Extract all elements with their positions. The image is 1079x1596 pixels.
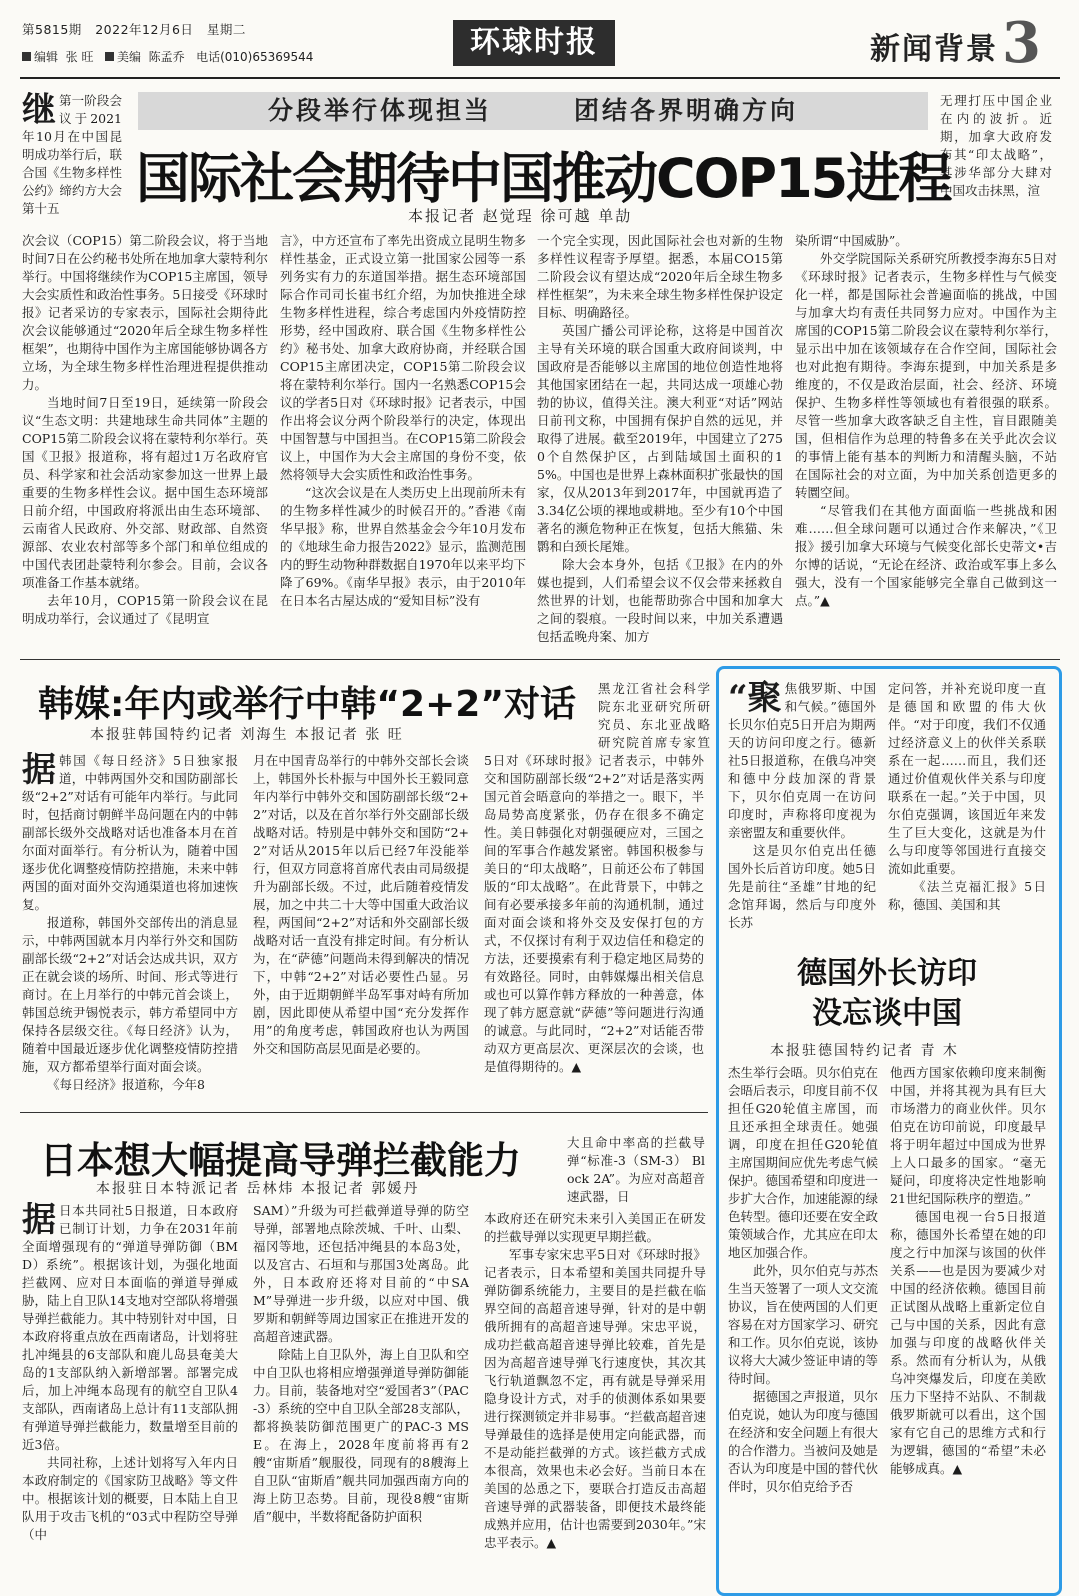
paragraph: “尽管我们在其他方面面临一些挑战和困难……但全球问题可以通过合作来解决，”《卫报》援引加拿大环境与气候变化部长史蒂文•吉尔博的话说，“无论在经济、政治或军事上多么强大，没有一个国家能够完全靠自己做到这一点。”▲ xyxy=(795,503,1057,608)
japan-dropcap: 据 xyxy=(22,1202,56,1240)
lead-byline: 本报记者 赵觉珵 徐可越 单劼 xyxy=(408,207,633,225)
lead-left-top xyxy=(22,92,122,230)
lead-dropcap: 继 xyxy=(22,92,56,130)
lead-column-4 xyxy=(795,232,1057,644)
paragraph xyxy=(728,680,876,842)
issue-weekday: 星期二 xyxy=(206,22,246,37)
paragraph: 他西方国家依赖印度来制衡中国，并将其视为具有巨大市场潜力的商业伙伴。贝尔伯克在访印前说，印度最早将于明年超过中国成为世界上人口最多的国家。“毫无疑问，印度将决定性地影响21世纪国际秩序的塑造。” xyxy=(890,1065,1046,1206)
germany-dropcap: “聚 xyxy=(728,680,782,718)
issue-date: 2022年12月6日 xyxy=(95,22,194,37)
lead-right-top-text: 无理打压中国企业在内的波折。近期，加拿大政府发布其“印太战略”，其涉华部分大肆对中国攻击抹黑，渲 xyxy=(940,93,1052,198)
section-divider xyxy=(20,1112,708,1113)
section-divider xyxy=(20,659,1060,660)
masthead-credits xyxy=(22,48,313,65)
paragraph xyxy=(22,1202,238,1454)
paragraph: “这次会议是在人类历史上出现前所未有的生物多样性减少的时候召开的。”香港《南华早报》称，世界自然基金会今年10月发布的《地球生命力报告2022》显示，监测范围内的野生动物种群数据自1970年以来平均下降了69%。《南华早报》表示，由于2010年在日本名古屋达成的“爱知目标”没有 xyxy=(280,485,526,608)
paragraph xyxy=(22,752,238,914)
designer-label: 美编 xyxy=(116,50,141,64)
issue-number: 第5815期 xyxy=(22,22,82,37)
germany-bottom-left xyxy=(728,1064,878,1584)
korea-dropcap: 据 xyxy=(22,752,56,790)
korea-side xyxy=(598,680,710,752)
page-number: 3 xyxy=(1002,10,1041,76)
germany-headline-line-2: 没忘谈中国 xyxy=(812,996,962,1031)
germany-byline: 本报驻德国特约记者 青 木 xyxy=(770,1043,959,1059)
korea-column-3 xyxy=(484,752,704,1100)
lead-column-1 xyxy=(22,232,268,644)
paragraph: 德国电视一台5日报道称，德国外长希望在她的印度之行中加深与该国的伙伴关系——也是因为要减少对中国的经济依赖。德国目前正试图从战略上重新定位自己与中国的关系，因此有意加强与印度的战略伙伴关系。然而有分析认为，从俄乌冲突爆发后，印度在美欧压力下坚持不站队、不制裁俄罗斯就可以看出，这个国家有它自己的思维方式和行为逻辑，德国的“希望”未必能够成真。▲ xyxy=(890,1209,1046,1476)
kicker-left: 分段举行体现担当 xyxy=(268,96,493,125)
paragraph: 次会议（COP15）第二阶段会议，将于当地时间7日在公约秘书处所在地加拿大蒙特利尔举行。中国将继续作为COP15主席国，领导大会实质性和政治性事务。5日接受《环球时报》记者采访的专家表示，国际社会期待此次会议能够通过“2020年后全球生物多样性框架”，也期待中国作为主席国能够协调各方立场，为全球生物多样性治理进程提供推动力。 xyxy=(22,233,268,392)
lead-left-top-text: 第一阶段会议于2021年10月在中国昆明成功举行后，联合国《生物多样性公约》缔约方大会第十五 xyxy=(22,93,122,216)
paragraph: 5日对《环球时报》记者表示，中韩外交和国防副部长级“2+2”对话是落实两国元首会晤意向的举措之一。眼下，半岛局势高度紧张，仍存在很多不确定性。美日韩强化对朝强硬应对，三国之间的军事合作越发紧密。韩国积极参与美日的“印太战略”，日前还公布了韩国版的“印太战略”。在此背景下，中韩之间有必要承接多年前的沟通机制，通过面对面会谈和将外交及安保打包的方式，不仅探讨有利于双边信任和稳定的方法，还要摸索有利于稳定地区局势的有效路径。同时，由韩媒爆出相关信息或也可以算作韩方释放的一种善意，体现了韩方愿意就“萨德”等问题进行沟通的诚意。与此同时，“2+2”对话能否带动双方更高层次、更深层次的会谈，也是值得期待的。▲ xyxy=(484,753,704,1074)
paragraph: 英国广播公司评论称，这将是中国首次主导有关环境的联合国重大政府间谈判，中国政府是否能够以主席国的地位创造性地将其他国家团结在一起，共同达成一项雄心勃勃的协议，值得关注。澳大利亚“对话”网站日前刊文称，中国拥有保护自然的远见，并取得了进展。截至2019年，中国建立了2750个自然保护区，占到陆域国土面积的15%。中国也是世界上森林面积扩张最快的国家，仅从2013年到2017年，中国就再造了3.34亿公顷的裸地或耕地。至少有10个中国著名的濒危物种正在恢复，包括大熊猫、朱鹮和白颈长尾雉。 xyxy=(537,323,783,554)
paragraph: 外交学院国际关系研究所教授李海东5日对《环球时报》记者表示，生物多样性与气候变化一样，都是国际社会普遍面临的挑战，中国与加拿大均有责任共同努力应对。中国作为主席国的COP15第二阶段会议在蒙特利尔举行，显示出中加在该领域存在合作空间，国际社会也对此抱有期待。李海东提到，中加关系是多维度的，不仅是政治层面，社会、经济、环境保护、生物多样性等领域也有着很强的联系。尽管一些加拿大政客缺乏自主性，盲目跟随美国，但相信作为总理的特鲁多在关乎此次会议的事情上能有基本的判断力和清醒头脑，不站在国际社会的对立面，为中加关系创造更多的转圜空间。 xyxy=(795,251,1057,500)
paragraph-text: 焦俄罗斯、中国和气候。”德国外长贝尔伯克5日开启为期两天的访问印度之行。德新社5日报道称，在俄乌冲突和德中分歧加深的背景下，贝尔伯克周一在访问印度时，声称将印度视为亲密盟友和重要伙伴。 xyxy=(728,681,876,840)
japan-column-1 xyxy=(22,1202,238,1592)
germany-top-left xyxy=(728,680,876,946)
germany-headline-line-1: 德国外长访印 xyxy=(797,956,977,991)
lead-column-2 xyxy=(280,232,526,644)
korea-byline: 本报驻韩国特约记者 刘海生 本报记者 张 旺 xyxy=(90,727,404,743)
paragraph: 去年10月，COP15第一阶段会议在昆明成功举行，会议通过了《昆明宣 xyxy=(22,593,268,626)
paragraph: 《每日经济》报道称，今年8 xyxy=(47,1077,205,1092)
phone-number: 电话(010)65369544 xyxy=(196,50,314,64)
masthead-rule xyxy=(20,77,1060,79)
paragraph: 本政府还在研究未来引入美国正在研发的拦截导弹以实现更早期拦截。 xyxy=(484,1211,706,1244)
section-title: 新闻背景 xyxy=(870,32,998,67)
paragraph: 《法兰克福汇报》5日称，德国、美国和其 xyxy=(888,879,1046,912)
square-icon xyxy=(22,52,31,61)
paragraph: 当地时间7日至19日，延续第一阶段会议“生态文明：共建地球生命共同体”主题的COP15第二阶段会议将在蒙特利尔举行。英国《卫报》报道称，将有超过1万名政府官员、科学家和社会活动家参加这一世界上最重要的生物多样性会议。据中国生态环境部日前介绍，中国政府将派出由生态环境部、云南省人民政府、外交部、财政部、自然资源部、农业农村部等多个部门和单位组成的中国代表团赴蒙特利尔参会。目前，会议各项准备工作基本就绪。 xyxy=(22,395,268,590)
lead-headline: 国际社会期待中国推动COP15进程 xyxy=(136,147,951,210)
germany-top-right xyxy=(888,680,1046,946)
paragraph: 定问答，并补充说印度一直是德国和欧盟的伟大伙伴。“对于印度，我们不仅通过经济意义上的伙伴关系联系在一起……而且，我们还通过价值观伙伴关系与印度联系在一起。”关于中国，贝尔伯克强调，该国近年来发生了巨大变化，这就是为什么与印度等邻国进行直接交流如此重要。 xyxy=(888,681,1046,876)
korea-column-1 xyxy=(22,752,238,1100)
paragraph-text: 韩国《每日经济》5日独家报道，中韩两国外交和国防副部长级“2+2”对话有可能年内举行。与此同时，包括商讨朝鲜半岛问题在内的中韩副部长级外交战略对话也准备本月在首尔面对面举行。有分析认为，随着中国逐步优化调整疫情防控措施，未来中韩两国的面对面外交沟通渠道也将加速恢复。 xyxy=(22,753,238,912)
paragraph: 月在中国青岛举行的中韩外交部长会谈上，韩国外长朴振与中国外长王毅同意年内举行中韩外交和国防副部长级“2+2”对话，以及在首尔举行外交副部长级战略对话。特别是中韩外交和国防“2+2”对话从2015年以后已经7年没能举行，但双方同意将首席代表由司局级提升为副部长级。不过，此后随着疫情发展，加之中共二十大等中国重大政治议程，两国间“2+2”对话和外交副部长级战略对话一直没有排定时间。有分析认为，在“萨德”问题尚未得到解决的情况下，中韩“2+2”对话必要性凸显。另外，由于近期朝鲜半岛军事对峙有所加剧，因此即使从希望中国“充分发挥作用”的角度考虑，韩国政府也认为两国外交和国防高层见面是必要的。 xyxy=(253,753,469,1056)
paragraph: 除大会本身外，包括《卫报》在内的外媒也提到，人们希望会议不仅会带来拯救自然世界的计划，也能帮助弥合中国和加拿大之间的裂痕。一段时间以来，中加关系遭遇包括孟晚舟案、加方 xyxy=(537,557,783,644)
paragraph: 此外，贝尔伯克与苏杰生当天签署了一项人文交流协议，旨在使两国的人们更容易在对方国家学习、研究和工作。贝尔伯克说，该协议将大大减少签证申请的等待时间。 xyxy=(728,1263,878,1386)
masthead-issue-line xyxy=(22,20,246,38)
paragraph: 据德国之声报道，贝尔伯克说，她认为印度与德国在经济和安全问题上有很大的合作潜力。当被问及她是否认为印度是中国的替代伙伴时，贝尔伯克给予否 xyxy=(728,1389,878,1494)
japan-side-text: 大且命中率高的拦截导弹“标准-3（SM-3） Block 2A”。为应对高超音速武器，日 xyxy=(567,1135,705,1204)
paragraph: 染所谓“中国威胁”。 xyxy=(795,233,908,248)
paragraph: 言》，中方还宣布了率先出资成立昆明生物多样性基金，正式设立第一批国家公园等一系列务实有力的东道国举措。据生态环境部国际合作司司长崔书红介绍，为加快推进全球生物多样性进程，综合考虑国内外疫情防控形势，经中国政府、联合国《生物多样性公约》秘书处、加拿大政府协商，并经联合国COP15主席团决定，COP15第二阶段会议将在蒙特利尔举行。国内一名熟悉COP15会议的学者5日对《环球时报》记者表示，中国作出将会议分两个阶段举行的决定，体现出中国智慧与中国担当。在COP15第二阶段会议上，中国作为大会主席国的身份不变，依然将领导大会实质性和政治性事务。 xyxy=(280,233,526,482)
paragraph: 报道称，韩国外交部传出的消息显示，中韩两国就本月内举行外交和国防副部长级“2+2”对话会达成共识，双方正在就会谈的场所、时间、形式等进行商讨。在上月举行的中韩元首会谈上，韩国总统尹锡悦表示，韩方希望同中方保持各层级交往。《每日经济》认为，随着中国最近逐步优化调整疫情防控措施，双方都希望举行面对面会谈。 xyxy=(22,915,238,1074)
germany-headline xyxy=(726,954,1048,1034)
paragraph: SAM）”升级为可拦截弹道导弹的防空导弹，部署地点除茨城、千叶、山梨、福冈等地，还包括冲绳县的本岛3处，以及宫古、石垣和与那国3处离岛。此外，日本政府还将对目前的“中SAM”导弹进一步升级，以应对中国、俄罗斯和朝鲜等周边国家正在推进开发的高超音速武器。 xyxy=(253,1203,469,1344)
paragraph: 一个完全实现，因此国际社会也对新的生物多样性议程寄予厚望。据悉，本届CO15第二阶段会议有望达成“2020年后全球生物多样性框架”，为未来全球生物多样性保护设定目标、明确路径。 xyxy=(537,233,783,320)
paragraph: 军事专家宋忠平5日对《环球时报》记者表示，日本希望和美国共同提升导弹防御系统能力，主要目的是拦截在临界空间的高超音速导弹，针对的是中朝俄所拥有的高超音速导弹。宋忠平说，成功拦截高超音速导弹比较难，首先是因为高超音速导弹飞行速度快，其次其飞行轨道飘忽不定，再有就是导弹采用隐身设计方式，对手的侦测体系如果要进行探测锁定并非易事。“拦截高超音速导弹最佳的选择是使用定向能武器，而不是动能拦截弹的方式。该拦截方式成本很高，效果也未必会好。当前日本在美国的怂恿之下，要联合打造反击高超音速导弹的武器装备，即便技术最终能成熟并应用，估计也需要到2030年。”宋忠平表示。▲ xyxy=(484,1247,706,1550)
square-icon xyxy=(105,52,114,61)
japan-byline: 本报驻日本特派记者 岳林炜 本报记者 郭媛丹 xyxy=(96,1181,420,1197)
paragraph: 除陆上自卫队外，海上自卫队和空中自卫队也将相应增强弹道导弹防御能力。目前，装备地对空“爱国者3”（PAC-3）系统的空中自卫队全部28支部队，都将换装防御范围更广的PAC-3 MSE。在海上，2028年度前将再有2艘“宙斯盾”舰服役，同现有的8艘海上自卫队“宙斯盾”舰共同加强西南方向的海上防卫态势。目前，现役8艘“宙斯盾”舰中，半数将配备防护面积 xyxy=(253,1347,469,1524)
japan-headline: 日本想大幅提高导弹拦截能力 xyxy=(40,1139,521,1182)
germany-bottom-right xyxy=(890,1064,1046,1584)
paragraph: 共同社称，上述计划将写入年内日本政府制定的《国家防卫战略》等文件中。根据该计划的概要，日本陆上自卫队用于攻击飞机的“03式中程防空导弹（中 xyxy=(22,1455,238,1542)
designer-name: 陈孟乔 xyxy=(148,50,185,64)
newspaper-logo: 环球时报 xyxy=(453,20,615,66)
lead-right-top xyxy=(940,92,1052,230)
japan-column-2 xyxy=(253,1202,469,1592)
japan-column-3 xyxy=(484,1210,706,1592)
kicker-right: 团结各界明确方向 xyxy=(573,96,798,125)
paragraph: 这是贝尔伯克出任德国外长后首访印度。她5日先是前往“圣雄”甘地的纪念馆拜谒，然后与印度外长苏 xyxy=(728,843,876,930)
editor-label: 编辑 xyxy=(34,50,59,64)
paragraph-text: 日本共同社5日报道，日本政府已制订计划，力争在2031年前全面增强现有的“弹道导弹防御（BMD）系统”。根据该计划，为强化地面拦截网、应对日本面临的弹道导弹威胁，陆上自卫队14支地对空部队将增强导弹拦截能力。其中特别针对中国，日本政府将重点放在西南诸岛，计划将驻扎冲绳县的6支部队和鹿儿岛县奄美大岛的1支部队纳入新增部署。部署完成后，加上冲绳本岛现有的航空自卫队4支部队，西南诸岛上总计有11支部队拥有弹道导弹拦截能力，数量增至目前的近3倍。 xyxy=(22,1203,238,1452)
korea-side-text: 黑龙江省社会科学院东北亚研究所研究员、东北亚战略研究院首席专家笪 xyxy=(598,681,710,750)
lead-kicker xyxy=(138,92,928,130)
editor-name: 张 旺 xyxy=(65,50,94,64)
korea-column-2 xyxy=(253,752,469,1100)
japan-side xyxy=(567,1134,705,1208)
korea-headline: 韩媒:年内或举行中韩“2+2”对话 xyxy=(38,684,576,725)
lead-column-3 xyxy=(537,232,783,644)
paragraph: 杰生举行会晤。贝尔伯克在会晤后表示，印度目前不仅担任G20轮值主席国，而且还承担全球责任。她强调，印度在担任G20轮值主席国期间应优先考虑气候保护。德国希望和印度进一步扩大合作，加速能源的绿色转型。德印还要在安全政策领域合作，尤其应在印太地区加强合作。 xyxy=(728,1065,878,1260)
